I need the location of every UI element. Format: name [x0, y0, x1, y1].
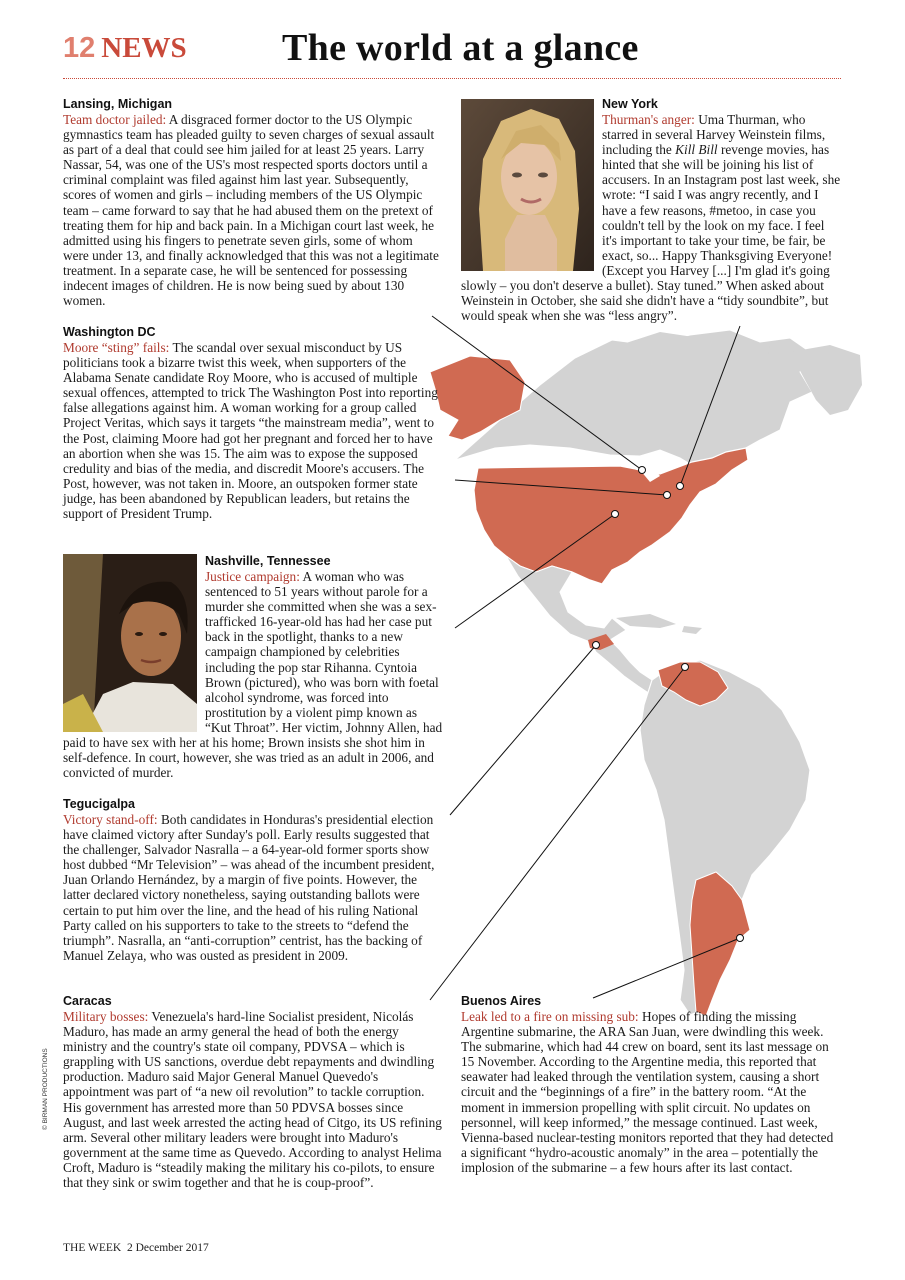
footer-publication: THE WEEK: [63, 1242, 122, 1254]
section-name: NEWS: [101, 32, 187, 64]
story-buenosaires: [461, 994, 841, 1175]
map-caribbean: [616, 614, 676, 628]
story-caracas-body: Venezuela's hard-line Socialist president, Nicolás Maduro, has made an army general the head of both the energy ministry and the country's state oil company, PDVSA – which is grappling with US sanctions, overdue debt repayments and dwindling production. Maduro said Major General Manuel Quevedo's appointment was part of “a new oil revolution” to tackle corruption. His government has arrested more than 50 PDVSA bosses since August, and last week arrested the acting head of Citgo, its US refining arm. Several other military leaders were brought into Maduro's government at the same time as Quevedo. According to analyst Helima Croft, Maduro is “steadily making the military his co-pilots, to ensure that they sink or swim together and that he is coup-proof”.: [63, 1009, 442, 1191]
story-buenosaires-kicker: Leak led to a fire on missing sub:: [461, 1009, 639, 1024]
story-lansing-place: Lansing, Michigan: [63, 97, 173, 111]
story-washington-kicker: Moore “sting” fails:: [63, 340, 170, 355]
story-washington-body: The scandal over sexual misconduct by US politicians took a bizarre twist this week, when supporters of the Alabama Senate candidate Roy Moore, who is accused of multiple sexual offences, attempted to trick The Washington Post into reporting false allegations against him. A woman working for a group called Project Veritas, which says it targets “the mainstream media”, went to the Post, claiming Moore had got her pregnant and forced her to have an abortion when she was 15. The aim was to expose the supposed credulity and bias of the media, and discredit Moore's accusers. The Post, however, was not taken in. Moore, an outspoken former state judge, has been abandoned by Republican leaders, but retains the support of President Trump.: [63, 340, 438, 522]
story-caracas-text: [63, 1009, 443, 1190]
story-nashville: [63, 569, 445, 780]
story-newyork-place: New York: [602, 97, 658, 111]
story-newyork-body-wrap: [461, 112, 842, 323]
newyork-photo-spacer: [461, 112, 602, 276]
story-tegucigalpa-kicker: Victory stand-off:: [63, 812, 158, 827]
footer-date: 2 December 2017: [126, 1242, 209, 1254]
map-caribbean-2: [682, 626, 702, 634]
dot-buenosaires: [737, 935, 744, 942]
connector-tegucigalpa: [450, 645, 596, 815]
story-newyork-body-2: revenge movies, has hinted that she will be joining his list of accusers. In an Instagram post last week, she wrote: “I said I was angry recently, and I have a few reasons, #metoo, in case you couldn't tell by the look on my face. I feel it's important to take your time, be fair, be exact, so... Happy Thanksgiving Everyone! (Except you Harvey [...] I'm glad it's going slowly – you don't deserve a bullet). Stay tuned.” When asked about Weinstein in October, she said she didn't have a “tidy soundbite”, but would speak when she was “less angry”.: [461, 142, 841, 324]
story-caracas-place: Caracas: [63, 994, 112, 1008]
story-lansing: [63, 97, 441, 308]
story-lansing-kicker: Team doctor jailed:: [63, 112, 167, 127]
nashville-photo-spacer: [63, 569, 205, 734]
story-tegucigalpa-place: Tegucigalpa: [63, 797, 136, 811]
story-caracas-kicker: Military bosses:: [63, 1009, 149, 1024]
story-lansing-body: A disgraced former doctor to the US Olympic gymnastics team has pleaded guilty to seven charges of sexual assault as part of a deal that could see him jailed for at least 25 years. Larry Nassar, 54, was one of the US's most respected sports doctors until a criminal complaint was filed against him last year. Subsequently, scores of women and girls – including members of the US Olympic team – came forward to say that he had abused them on the pretext of treating them for hip and back pain. In a Michigan court last week, he admitted using his fingers to penetrate seven girls, some of whom were under 13, and finally acknowledged that this was not a legitimate treatment. In a separate case, he will be sentenced for possessing indecent images of children. He is now being sued by about 130 women.: [63, 112, 439, 309]
page-footer: [63, 1242, 209, 1254]
dot-tegucigalpa: [593, 642, 600, 649]
dot-newyork: [677, 483, 684, 490]
story-tegucigalpa-body: Both candidates in Honduras's presidential election have claimed victory after Sunday's poll. Early results suggested that the challenger, Salvador Nasralla – a 64-year-old former sports show host dubbed “Mr Television” – was ahead of the incumbent president, Juan Orlando Hernández, by a margin of five points. However, the latter declared victory nonetheless, saying outstanding ballots were certain to put him over the line, and the head of his ruling National Party called on his supporters to take to the streets to “defend the triumph”. Nasralla, an “anti-corruption” centrist, has the backing of Manuel Zelaya, who was ousted as president in 2009.: [63, 812, 435, 963]
story-newyork: [602, 97, 842, 112]
connector-caracas: [430, 667, 685, 1000]
story-nashville-place: Nashville, Tennessee: [205, 554, 331, 568]
story-washington-text: [63, 340, 448, 521]
dot-washington: [664, 492, 671, 499]
story-newyork-kicker: Thurman's anger:: [602, 112, 695, 127]
story-tegucigalpa-text: [63, 812, 443, 963]
story-nashville-head: [205, 554, 445, 569]
page-number: 12: [63, 32, 96, 64]
page-title: The world at a glance: [282, 27, 639, 69]
story-washington-place: Washington DC: [63, 325, 156, 339]
dot-lansing: [639, 467, 646, 474]
story-caracas: [63, 994, 443, 1190]
story-buenosaires-body: Hopes of finding the missing Argentine submarine, the ARA San Juan, were dwindling this week. The submarine, which had 44 crew on board, sent its last message on 15 November. According to the Argentine media, this reported that seawater had leaked through the ventilation system, causing a short circuit and the “beginnings of a fire” in the battery room. “At the moment in immersion propelling with split circuit. No updates on personnel, will keep informed,” the message continued. Last week, Vienna-based nuclear-testing monitors reported that they had detected a significant “hydro-acoustic anomaly” in the area – potentially the implosion of the submarine – a few hours after its last contact.: [461, 1009, 834, 1175]
dot-caracas: [682, 664, 689, 671]
story-nashville-kicker: Justice campaign:: [205, 569, 300, 584]
story-tegucigalpa: [63, 797, 443, 963]
story-lansing-text: [63, 112, 441, 308]
photo-credit: © BIRMAN PRODUCTIONS: [42, 1048, 49, 1130]
story-newyork-body-1: Uma Thurman, who starred in several Harvey Weinstein films, including the: [602, 112, 826, 158]
story-newyork-film: Kill Bill: [675, 142, 718, 158]
dot-nashville: [612, 511, 619, 518]
story-buenosaires-text: [461, 1009, 841, 1175]
story-buenosaires-place: Buenos Aires: [461, 994, 542, 1008]
story-nashville-body: A woman who was sentenced to 51 years without parole for a murder she committed when she was a sex-trafficked 16-year-old has had her case put back in the spotlight, thanks to a new campaign championed by celebrities including the pop star Rihanna. Cyntoia Brown (pictured), who was born with foetal alcohol syndrome, was forced into prostitution by a violent pimp known as “Kut Throat”. Her victim, Johnny Allen, had paid to have sex with her at his home; Brown insists she shot him in self-defence. In court, however, she was tried as an adult in 2006, and convicted of murder.: [63, 569, 443, 781]
story-washington: [63, 325, 448, 521]
